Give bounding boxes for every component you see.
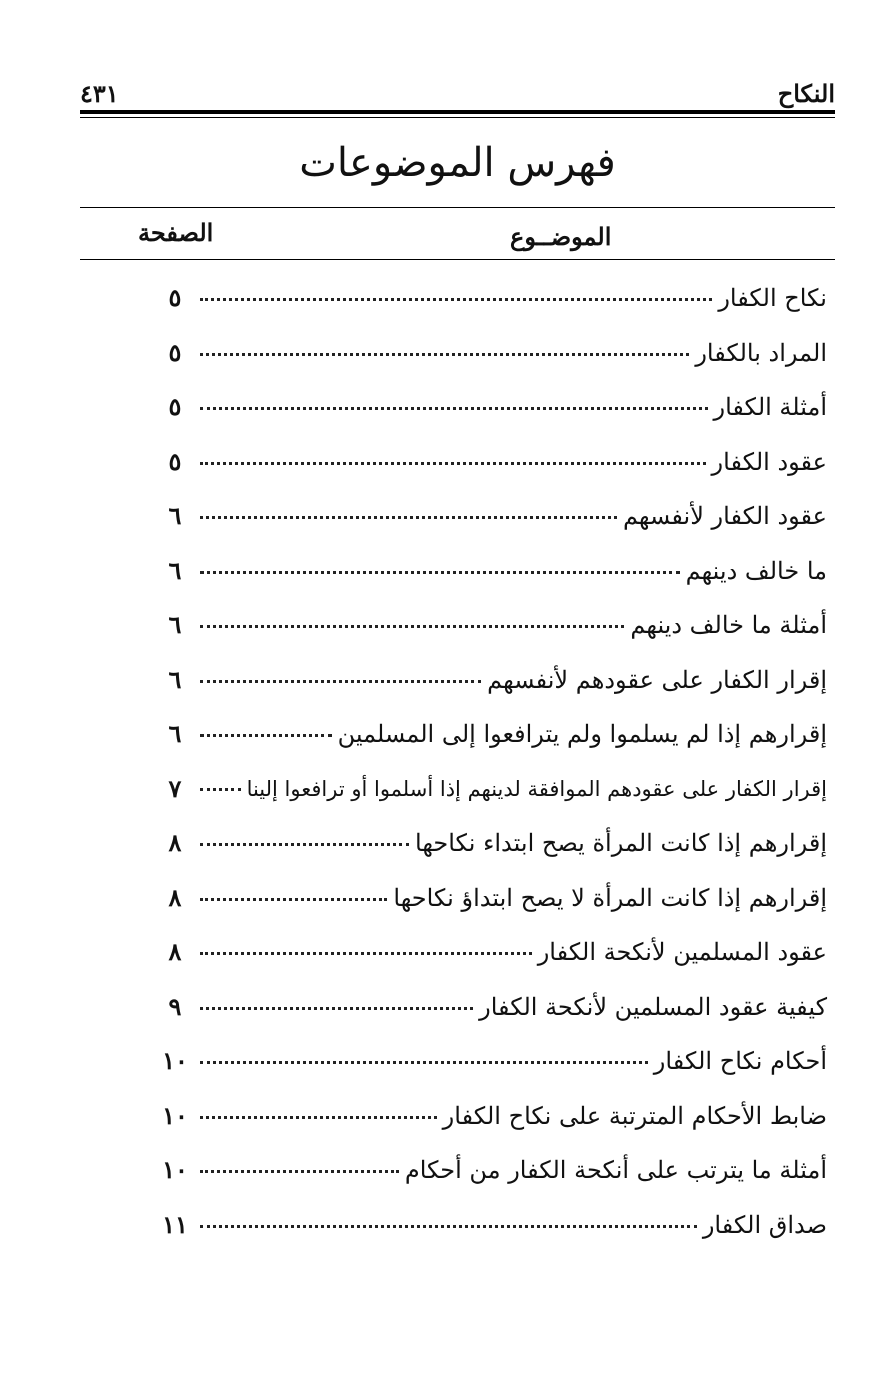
toc-entry-topic: أمثلة ما خالف دينهم xyxy=(630,611,827,639)
toc-entry-page: ١٠ xyxy=(162,1155,188,1184)
dot-leader xyxy=(200,680,481,683)
toc-entry xyxy=(0,597,879,652)
toc-entry-topic: ضابط الأحكام المترتبة على نكاح الكفار xyxy=(442,1101,827,1130)
dot-leader xyxy=(200,843,409,846)
toc-entry xyxy=(0,706,879,761)
toc-entry xyxy=(0,1142,879,1197)
toc-entry xyxy=(0,761,879,816)
header-rule-thick xyxy=(80,110,835,114)
toc-entry xyxy=(0,870,879,925)
dot-leader xyxy=(200,734,332,737)
dot-leader xyxy=(200,898,387,901)
dot-leader xyxy=(200,1225,697,1228)
toc-entry-page: ٥ xyxy=(168,337,182,367)
toc-entry-topic: إقرارهم إذا لم يسلموا ولم يترافعوا إلى المسلمين xyxy=(337,720,827,748)
columns-rule-top xyxy=(80,207,835,208)
toc-entry-topic: أمثلة الكفار xyxy=(713,393,827,421)
running-header xyxy=(80,68,835,108)
topic-column-header: الموضــوع xyxy=(510,222,612,251)
dot-leader xyxy=(200,1007,473,1010)
columns-rule-bottom xyxy=(80,259,835,260)
index-title: فهرس الموضوعات xyxy=(299,140,616,186)
chapter-title: النكاح xyxy=(777,79,835,108)
toc-entry-topic: عقود المسلمين لأنكحة الكفار xyxy=(537,938,827,966)
toc-entry xyxy=(0,652,879,707)
toc-entry xyxy=(0,379,879,434)
dot-leader xyxy=(200,1061,648,1064)
toc-entry-topic: أمثلة ما يترتب على أنكحة الكفار من أحكام xyxy=(404,1156,827,1184)
toc-entry-topic: ما خالف دينهم xyxy=(685,556,827,585)
dot-leader xyxy=(200,1170,399,1173)
toc-entry xyxy=(0,543,879,598)
toc-list xyxy=(0,270,879,1251)
toc-entry-topic: إقرارهم إذا كانت المرأة لا يصح ابتداؤ نكاحها xyxy=(393,883,827,912)
dot-leader xyxy=(200,1116,437,1119)
dot-leader xyxy=(200,571,680,574)
toc-entry xyxy=(0,1088,879,1143)
toc-entry-page: ٥ xyxy=(168,283,182,312)
dot-leader xyxy=(200,788,241,791)
header-rule-thin xyxy=(80,117,835,118)
toc-entry-page: ٦ xyxy=(168,501,182,530)
toc-entry-page: ٨ xyxy=(168,882,182,912)
dot-leader xyxy=(200,516,617,519)
toc-entry-topic: نكاح الكفار xyxy=(718,284,827,312)
toc-entry-page: ١٠ xyxy=(162,1046,188,1075)
toc-entry-topic: كيفية عقود المسلمين لأنكحة الكفار xyxy=(479,992,827,1021)
toc-entry-page: ٦ xyxy=(168,610,182,639)
dot-leader xyxy=(200,407,708,410)
toc-entry-page: ٥ xyxy=(168,392,182,421)
toc-entry xyxy=(0,815,879,870)
toc-entry-topic: صداق الكفار xyxy=(702,1210,827,1239)
toc-entry xyxy=(0,924,879,979)
page-column-header: الصفحة xyxy=(138,218,214,247)
toc-entry xyxy=(0,270,879,325)
toc-entry-topic: أحكام نكاح الكفار xyxy=(653,1047,827,1075)
toc-entry xyxy=(0,488,879,543)
toc-entry xyxy=(0,434,879,489)
toc-entry xyxy=(0,325,879,380)
column-headers xyxy=(80,213,835,257)
toc-entry-page: ١١ xyxy=(162,1209,188,1239)
toc-entry-topic: إقرار الكفار على عقودهم الموافقة لدينهم إذا أسلموا أو ترافعوا إلينا xyxy=(246,776,827,801)
toc-entry-page: ٩ xyxy=(168,991,182,1021)
toc-entry-page: ٦ xyxy=(168,555,182,585)
dot-leader xyxy=(200,353,689,356)
toc-entry-page: ٧ xyxy=(168,773,182,803)
toc-entry-topic: عقود الكفار xyxy=(711,447,827,476)
dot-leader xyxy=(200,625,624,628)
toc-entry-topic: المراد بالكفار xyxy=(695,338,827,367)
toc-entry-page: ٥ xyxy=(168,446,182,476)
toc-entry-topic: إقرار الكفار على عقودهم لأنفسهم xyxy=(487,665,827,694)
toc-entry-page: ٨ xyxy=(168,937,182,966)
toc-entry-page: ٨ xyxy=(168,828,182,857)
toc-entry-topic: عقود الكفار لأنفسهم xyxy=(622,502,827,530)
toc-entry-page: ٦ xyxy=(168,664,182,694)
toc-entry-page: ١٠ xyxy=(162,1100,188,1130)
toc-entry-page: ٦ xyxy=(168,719,182,748)
toc-entry xyxy=(0,979,879,1034)
page-number: ٤٣١ xyxy=(80,79,119,108)
toc-entry xyxy=(0,1033,879,1088)
toc-entry-topic: إقرارهم إذا كانت المرأة يصح ابتداء نكاحها xyxy=(415,829,827,857)
dot-leader xyxy=(200,298,712,301)
dot-leader xyxy=(200,462,706,465)
toc-entry xyxy=(0,1197,879,1252)
dot-leader xyxy=(200,952,532,955)
